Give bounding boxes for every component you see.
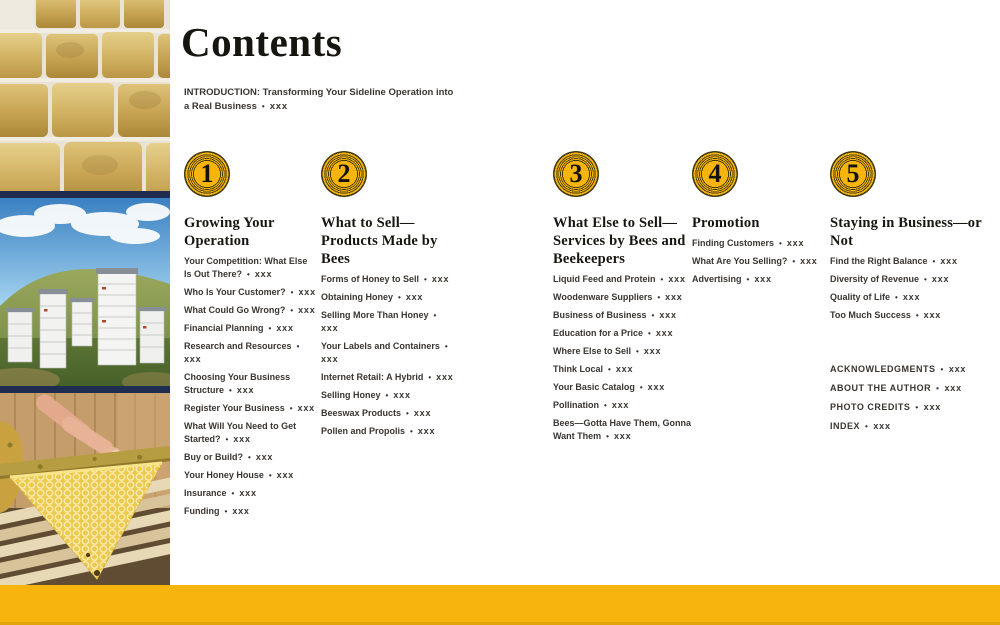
introduction-text: INTRODUCTION: Transforming Your Sideline Operation into a Real Business xyxy=(184,87,454,112)
bullet-separator: • xyxy=(606,432,609,441)
toc-entry-page: xxx xyxy=(254,269,273,279)
honeycomb-hand-photo xyxy=(0,393,170,585)
toc-entry xyxy=(321,371,455,384)
toc-entry-label: Your Competition: What Else Is Out There? xyxy=(184,256,308,279)
section-entry-list xyxy=(184,255,316,518)
toc-entry xyxy=(830,273,982,286)
bullet-separator: • xyxy=(406,409,409,418)
toc-entry-label: Your Honey House xyxy=(184,470,264,480)
toc-entry-label: ACKNOWLEDGMENTS xyxy=(830,364,936,374)
bullet-separator: • xyxy=(289,404,293,413)
toc-entry xyxy=(830,401,990,414)
bullet-separator: • xyxy=(865,422,869,431)
toc-entry-label: Research and Resources xyxy=(184,341,292,351)
toc-entry-label: Advertising xyxy=(692,274,742,284)
toc-entry-label: Too Much Success xyxy=(830,310,911,320)
toc-entry-page: xxx xyxy=(236,385,255,395)
chapter-number-badge: 4 xyxy=(692,151,738,197)
toc-entry-page: xxx xyxy=(297,403,315,413)
section-title: Growing Your Operation xyxy=(184,215,275,249)
toc-entry-label: What Could Go Wrong? xyxy=(184,305,286,315)
toc-entry-page: xxx xyxy=(298,287,316,297)
section-title: Promotion xyxy=(692,215,760,231)
toc-entry xyxy=(553,399,701,412)
toc-entry-page: xxx xyxy=(405,292,424,302)
toc-entry-label: Selling Honey xyxy=(321,390,381,400)
toc-entry-page: xxx xyxy=(659,310,677,320)
toc-entry-label: PHOTO CREDITS xyxy=(830,402,911,412)
bullet-separator: • xyxy=(636,347,639,356)
toc-entry xyxy=(553,345,701,358)
bullet-separator: • xyxy=(224,507,228,516)
toc-entry-page: xxx xyxy=(298,305,316,315)
toc-entry-label: Forms of Honey to Sell xyxy=(321,274,420,284)
bullet-separator: • xyxy=(608,365,611,374)
bullet-separator: • xyxy=(648,329,651,338)
bullet-separator: • xyxy=(225,435,229,444)
bullet-separator: • xyxy=(660,275,664,284)
bullet-separator: • xyxy=(231,489,235,498)
toc-entry xyxy=(184,286,316,299)
toc-entry-page: xxx xyxy=(948,364,967,374)
beeswax-blocks-illustration xyxy=(0,0,170,191)
bullet-separator: • xyxy=(915,403,919,412)
toc-entry-label: Business of Business xyxy=(553,310,647,320)
beeswax-blocks-photo xyxy=(0,0,170,191)
toc-entry xyxy=(830,420,990,433)
toc-section-4 xyxy=(692,151,834,286)
toc-entry-label: Buy or Build? xyxy=(184,452,243,462)
toc-entry-page: xxx xyxy=(668,274,686,284)
toc-entry-label: Financial Planning xyxy=(184,323,264,333)
toc-entry xyxy=(321,340,455,366)
toc-entry xyxy=(321,291,455,304)
bullet-separator: • xyxy=(398,293,401,302)
toc-section-5 xyxy=(830,151,982,322)
toc-entry-label: Pollen and Propolis xyxy=(321,426,406,436)
toc-entry xyxy=(321,407,455,420)
toc-entry-label: Your Labels and Containers xyxy=(321,341,440,351)
toc-entry-label: Funding xyxy=(184,506,220,516)
toc-entry-page: xxx xyxy=(931,274,950,284)
toc-entry xyxy=(321,425,455,438)
bullet-separator: • xyxy=(932,257,936,266)
toc-entry-page: xxx xyxy=(611,400,630,410)
toc-entry xyxy=(321,389,455,402)
bullet-separator: • xyxy=(268,471,272,480)
toc-entry xyxy=(184,340,316,366)
toc-entry xyxy=(184,322,316,335)
backmatter-list xyxy=(830,357,990,433)
toc-entry xyxy=(692,255,834,268)
toc-entry xyxy=(184,304,316,317)
chapter-number-badge: 2 xyxy=(321,151,367,197)
bullet-separator: • xyxy=(915,311,919,320)
toc-entry xyxy=(184,402,316,415)
toc-entry-page: xxx xyxy=(923,402,942,412)
toc-entry-page: xxx xyxy=(321,354,339,364)
toc-entry-label: Insurance xyxy=(184,488,227,498)
toc-entry-page: xxx xyxy=(665,292,683,302)
toc-entry xyxy=(553,273,701,286)
toc-entry xyxy=(830,382,990,395)
toc-entry-label: INDEX xyxy=(830,421,861,431)
accent-bar xyxy=(0,585,1000,625)
toc-entry-label: Choosing Your Business Structure xyxy=(184,372,291,395)
toc-entry-label: Who Is Your Customer? xyxy=(184,287,286,297)
toc-entry-page: xxx xyxy=(902,292,921,302)
bullet-separator: • xyxy=(657,293,661,302)
toc-entry-page: xxx xyxy=(413,408,432,418)
toc-entry-page: xxx xyxy=(800,256,818,266)
toc-entry xyxy=(184,451,316,464)
bullet-separator: • xyxy=(604,401,607,410)
toc-entry xyxy=(553,363,701,376)
chapter-number-badge: 5 xyxy=(830,151,876,197)
toc-section-2 xyxy=(321,151,455,438)
bullet-separator: • xyxy=(651,311,655,320)
toc-entry-page: xxx xyxy=(643,346,662,356)
toc-entry-page: xxx xyxy=(431,274,450,284)
toc-entry-label: Liquid Feed and Protein xyxy=(553,274,656,284)
bullet-separator: • xyxy=(410,427,413,436)
toc-entry-page: xxx xyxy=(615,364,634,374)
bullet-separator: • xyxy=(433,311,437,320)
toc-entry-page: xxx xyxy=(255,452,274,462)
bullet-separator: • xyxy=(444,342,448,351)
section-entry-list xyxy=(321,273,455,438)
section-entry-list xyxy=(830,255,982,322)
toc-entry-page: xxx xyxy=(232,506,250,516)
toc-entry-label: Obtaining Honey xyxy=(321,292,393,302)
toc-entry xyxy=(321,273,455,286)
bullet-separator: • xyxy=(936,384,940,393)
toc-entry-label: Find the Right Balance xyxy=(830,256,928,266)
bullet-separator: • xyxy=(248,453,251,462)
section-entry-list xyxy=(692,237,834,286)
toc-entry-label: What Are You Selling? xyxy=(692,256,788,266)
toc-entry xyxy=(553,417,701,443)
photo-divider xyxy=(0,386,170,393)
toc-entry-page: xxx xyxy=(923,310,942,320)
bullet-separator: • xyxy=(779,239,782,248)
bullet-separator: • xyxy=(229,386,232,395)
toc-entry-page: xxx xyxy=(436,372,454,382)
toc-entry-page: xxx xyxy=(940,256,958,266)
toc-entry xyxy=(692,273,834,286)
toc-entry-page: xxx xyxy=(276,323,294,333)
chapter-number-badge: 3 xyxy=(553,151,599,197)
toc-entry xyxy=(184,255,316,281)
toc-entry-page: xxx xyxy=(276,470,295,480)
toc-entry-label: Pollination xyxy=(553,400,599,410)
toc-entry-label: Quality of Life xyxy=(830,292,891,302)
toc-entry-label: ABOUT THE AUTHOR xyxy=(830,383,932,393)
bullet-separator: • xyxy=(261,102,265,111)
toc-entry-label: Internet Retail: A Hybrid xyxy=(321,372,424,382)
beehives-field-illustration xyxy=(0,198,170,386)
toc-entry-page: xxx xyxy=(239,488,257,498)
toc-entry-label: What Will You Need to Get Started? xyxy=(184,421,297,444)
bullet-separator: • xyxy=(639,383,643,392)
section-title: What to Sell—​Products Made by Bees xyxy=(321,215,438,267)
toc-entry xyxy=(184,371,316,397)
section-title: Staying in Business—​or Not xyxy=(830,215,982,249)
toc-entry-page: xxx xyxy=(944,383,962,393)
toc-entry-label: Bees—​Gotta Have Them, Gonna Want Them xyxy=(553,418,692,441)
toc-entry-page: xxx xyxy=(754,274,772,284)
toc-entry-label: Woodenware Suppliers xyxy=(553,292,653,302)
toc-entry xyxy=(184,487,316,500)
toc-entry-page: xxx xyxy=(393,390,411,400)
introduction-line xyxy=(184,86,456,114)
toc-entry xyxy=(553,291,701,304)
bullet-separator: • xyxy=(895,293,898,302)
toc-entry xyxy=(830,255,982,268)
bullet-separator: • xyxy=(792,257,796,266)
photo-divider xyxy=(0,191,170,198)
toc-entry-page: xxx xyxy=(786,238,805,248)
toc-section-3 xyxy=(553,151,701,443)
page-title: Contents xyxy=(181,19,343,65)
toc-entry-page: xxx xyxy=(655,328,674,338)
toc-entry-label: Finding Customers xyxy=(692,238,775,248)
section-title: What Else to Sell—​Services by Bees and Beekeepers xyxy=(553,215,686,267)
toc-entry xyxy=(553,309,701,322)
bullet-separator: • xyxy=(247,270,250,279)
toc-entry xyxy=(830,309,982,322)
toc-entry-page: xxx xyxy=(417,426,436,436)
toc-entry-label: Where Else to Sell xyxy=(553,346,632,356)
bullet-separator: • xyxy=(424,275,427,284)
toc-entry xyxy=(184,505,316,518)
toc-section-1 xyxy=(184,151,316,518)
toc-entry xyxy=(830,291,982,304)
beehives-field-photo xyxy=(0,198,170,386)
toc-entry-page: xxx xyxy=(613,431,632,441)
toc-entry-page: xxx xyxy=(873,421,891,431)
bullet-separator: • xyxy=(940,365,944,374)
toc-entry xyxy=(184,420,316,446)
chapter-number-badge: 1 xyxy=(184,151,230,197)
toc-entry-label: Register Your Business xyxy=(184,403,285,413)
bullet-separator: • xyxy=(428,373,432,382)
bullet-separator: • xyxy=(296,342,300,351)
toc-entry-label: Education for a Price xyxy=(553,328,644,338)
toc-entry-page: xxx xyxy=(321,323,339,333)
honeycomb-hand-illustration xyxy=(0,393,170,585)
photo-column xyxy=(0,0,170,585)
bullet-separator: • xyxy=(746,275,750,284)
toc-entry-label: Beeswax Products xyxy=(321,408,402,418)
toc-entry-label: Your Basic Catalog xyxy=(553,382,635,392)
toc-entry xyxy=(553,381,701,394)
toc-entry xyxy=(184,469,316,482)
toc-entry-label: Selling More Than Honey xyxy=(321,310,429,320)
toc-entry-label: Diversity of Revenue xyxy=(830,274,920,284)
bullet-separator: • xyxy=(290,306,294,315)
toc-entry xyxy=(692,237,834,250)
bullet-separator: • xyxy=(290,288,294,297)
toc-entry xyxy=(321,309,455,335)
toc-entry-page: xxx xyxy=(233,434,251,444)
bullet-separator: • xyxy=(385,391,389,400)
toc-entry-page: xxx xyxy=(184,354,202,364)
toc-entry xyxy=(830,363,990,376)
section-entry-list xyxy=(553,273,701,443)
toc-entry-label: Think Local xyxy=(553,364,604,374)
toc-entry xyxy=(553,327,701,340)
bullet-separator: • xyxy=(924,275,927,284)
introduction-page: xxx xyxy=(269,101,288,112)
bullet-separator: • xyxy=(268,324,272,333)
toc-entry-page: xxx xyxy=(647,382,666,392)
